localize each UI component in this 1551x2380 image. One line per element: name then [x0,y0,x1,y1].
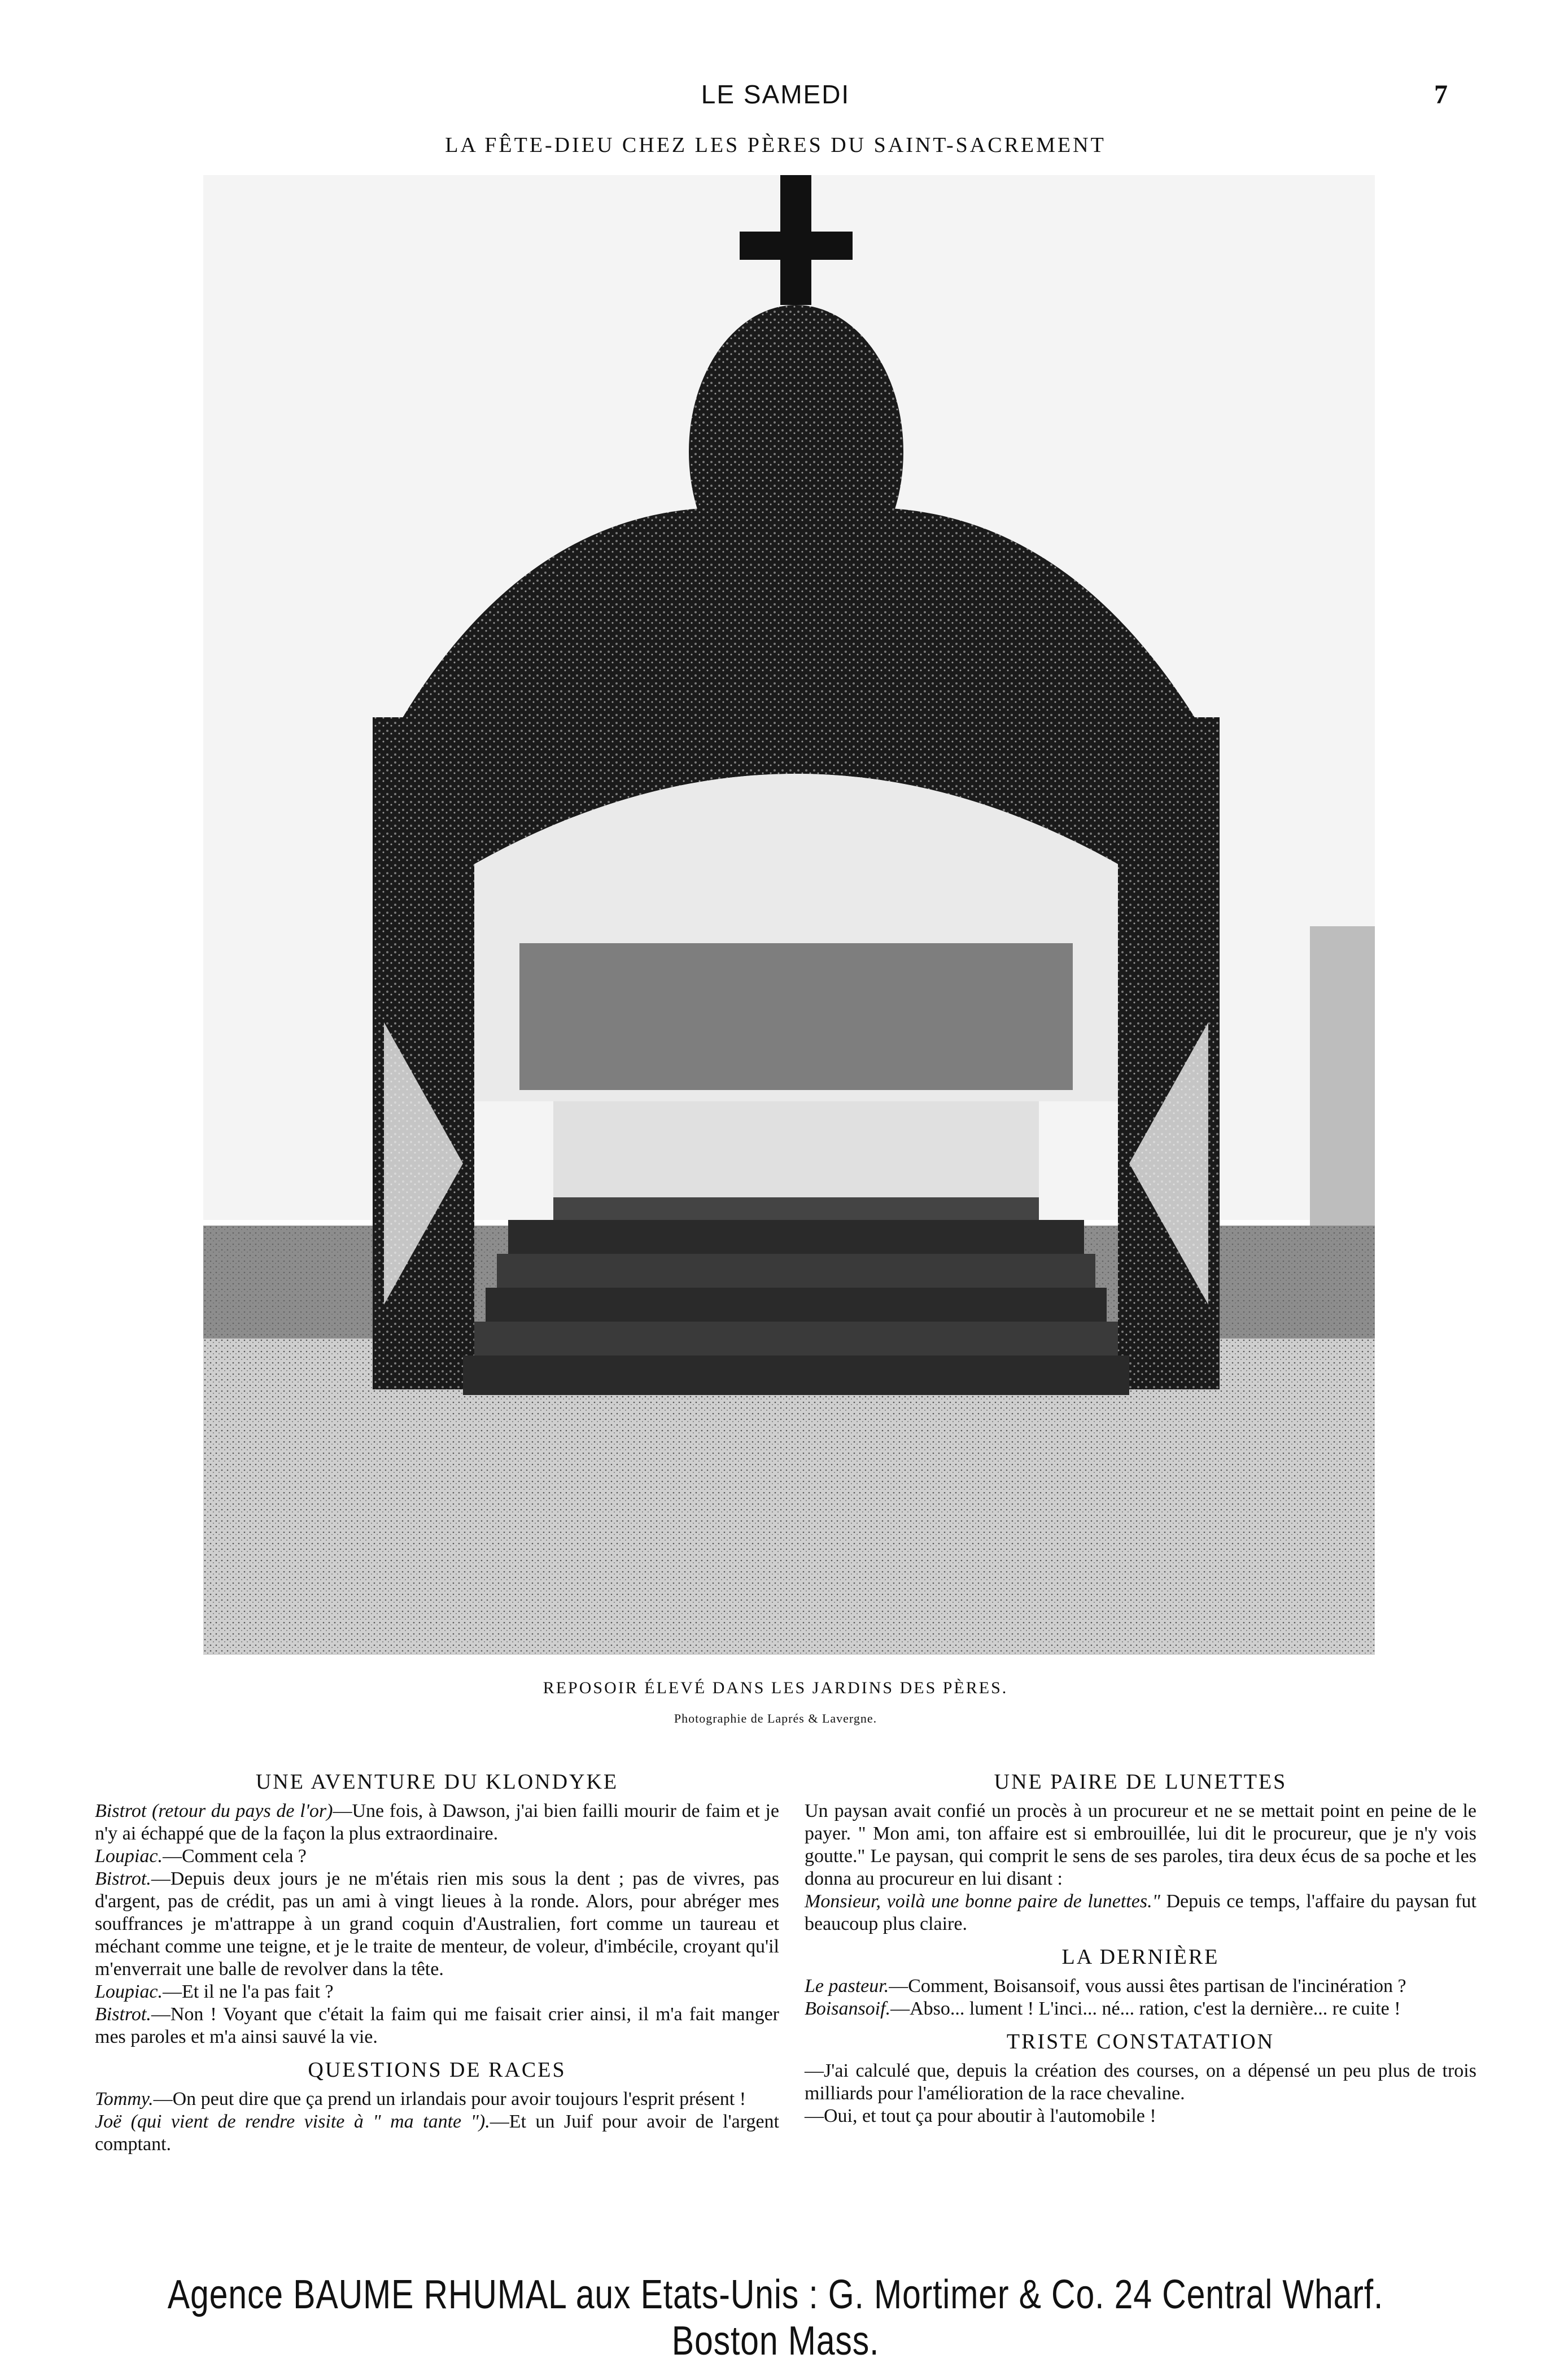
derniere-heading: LA DERNIÈRE [1061,1945,1220,1969]
lunettes-heading: UNE PAIRE DE LUNETTES [994,1770,1287,1794]
newspaper-title: LE SAMEDI [701,80,850,109]
page-number: 7 [1434,80,1448,110]
photo-credit: Photographie de Laprés & Lavergne. [674,1711,877,1725]
dialogue-line: Bistrot.—Depuis deux jours je ne m'étais rien mis sous la dent ; pas de vivres, pas d'argent, pas de crédit, pas un ami à vingt lieues à la ronde. Alors, pour abréger mes souffrances je m'attrappe à un grand coquin d'Australien, fort comme un taureau et méchant comme une teigne, et je le traite de menteur, de voleur, d'imbécile, croyant qu'il m'enverrait une balle de revolver dans la tête. [95,1868,779,1980]
dialogue-line: Loupiac.—Et il ne l'a pas fait ? [95,1981,334,2002]
dialogue-line: Le pasteur.—Comment, Boisansoif, vous aussi êtes partisan de l'incinération ? [805,1976,1406,1997]
left-column [95,1771,779,2156]
reposoir-illustration [203,175,1375,1655]
constatation-heading: TRISTE CONSTATATION [1006,2030,1275,2054]
dialogue-line: —J'ai calculé que, depuis la création des courses, on a dépensé un peu plus de trois milliards pour l'amélioration de la race chevaline. [805,2060,1476,2104]
dialogue-line: Bistrot (retour du pays de l'or)—Une fois, à Dawson, j'ai bien failli mourir de faim et je n'y ai échappé que de la façon la plus extraordinaire. [95,1801,779,1844]
dialogue-line: Tommy.—On peut dire que ça prend un irlandais pour avoir toujours l'esprit présent ! [95,2089,746,2109]
dialogue-line: —Oui, et tout ça pour aboutir à l'automobile ! [805,2106,1156,2126]
dialogue-line: Loupiac.—Comment cela ? [95,1846,307,1867]
klondyke-heading: UNE AVENTURE DU KLONDYKE [255,1770,619,1794]
dialogue-line: Bistrot.—Non ! Voyant que c'était la faim qui me faisait crier ainsi, il m'a fait manger mes paroles et m'a ainsi sauvé la vie. [95,2004,779,2047]
photo-caption: REPOSOIR ÉLEVÉ DANS LES JARDINS DES PÈRES. [543,1679,1008,1697]
right-column [805,1771,1476,2128]
advertisement-footer: Agence BAUME RHUMAL aux Etats-Unis : G. Mortimer & Co. 24 Central Wharf. Boston Mass. [167,2272,1384,2364]
photo-title: LA FÊTE-DIEU CHEZ LES PÈRES DU SAINT-SACREMENT [445,133,1106,157]
lunettes-conclusion: Monsieur, voilà une bonne paire de lunettes." Depuis ce temps, l'affaire du paysan fut beaucoup plus claire. [805,1891,1476,1934]
dialogue-line: Joë (qui vient de rendre visite à " ma tante ").—Et un Juif pour avoir de l'argent comptant. [95,2111,779,2155]
races-heading: QUESTIONS DE RACES [308,2058,566,2082]
dialogue-line: Boisansoif.—Abso... lument ! L'inci... né... ration, c'est la dernière... re cuite ! [805,1998,1401,2019]
reposoir-photograph [203,175,1375,1655]
lunettes-text: Un paysan avait confié un procès à un procureur et ne se mettait point en peine de le payer. " Mon ami, ton affaire est si embrouillée, lui dit le procureur, que je n'y vois goutte." Le paysan, qui comprit le sens de ses paroles, tira deux écus de sa poche et les donna au procureur en lui disant : [805,1801,1476,1889]
